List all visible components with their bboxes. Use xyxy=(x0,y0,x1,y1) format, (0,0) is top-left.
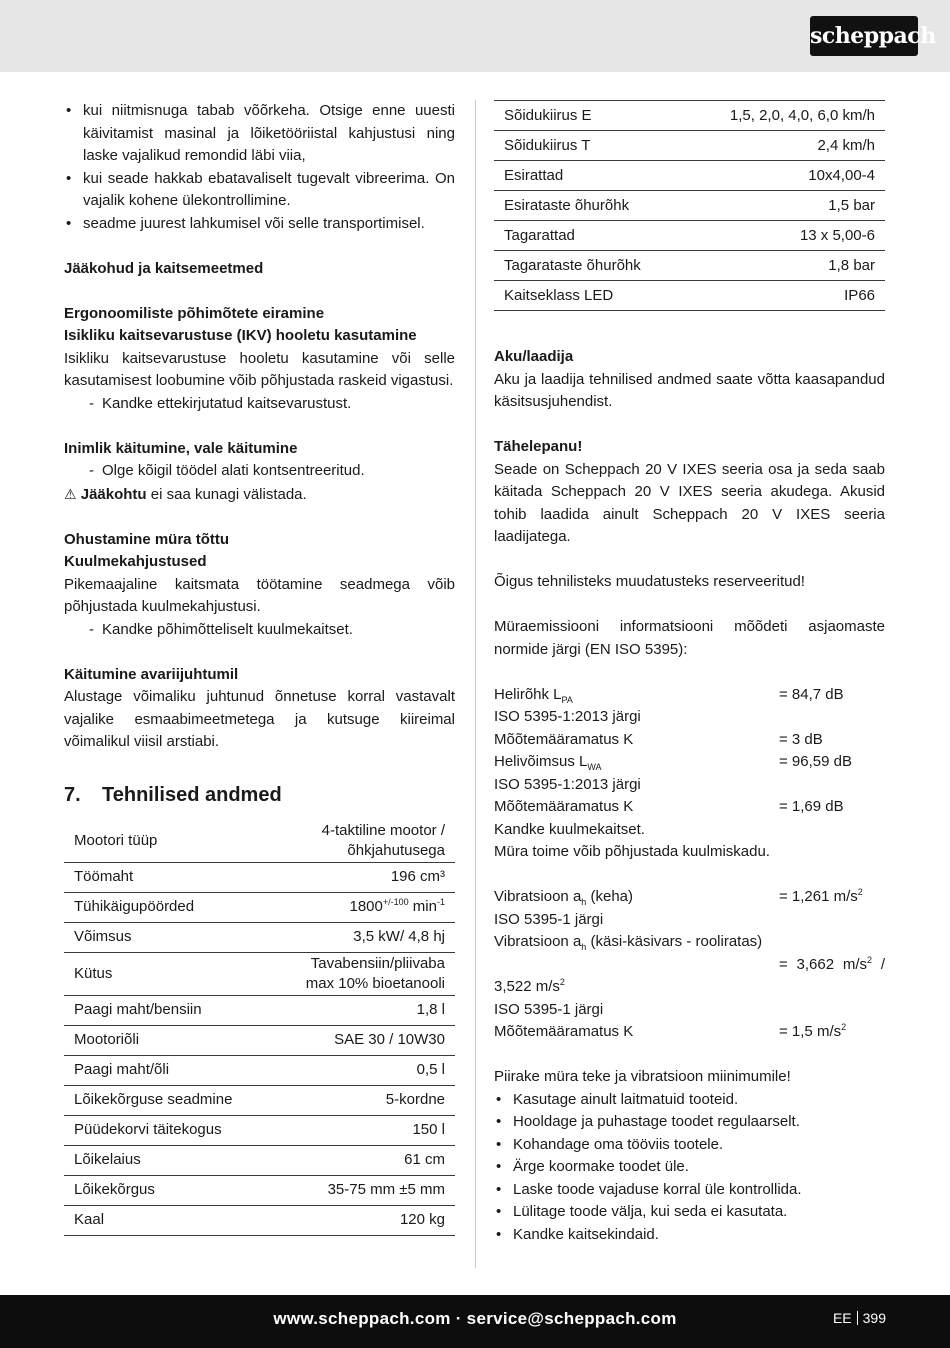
sound-pressure-row: Helirõhk $L_{PA}$ = 84,7 dB xyxy=(494,685,844,705)
spec-table-left xyxy=(64,820,455,1236)
battery-text: Aku ja laadija tehnilised andmed saate võtta kaasapandud käsitsusjuhendist. xyxy=(494,370,885,410)
residual-risks-heading: Jääkohud ja kaitsemeetmed xyxy=(64,259,264,277)
table-row: Tagarattad 13 x 5,00-6 xyxy=(494,221,885,251)
ppe-text: Isikliku kaitsevarustuse hooletu kasutamine või selle kasutamisest loobumine võib põhjustada raskeid vigastusi. xyxy=(64,349,455,389)
iso-reference: ISO 5395-1 järgi xyxy=(494,910,604,928)
ppe-dash-item: - Kandke ettekirjutatud kaitsevarustust. xyxy=(64,393,455,416)
battery-heading: Aku/laadija xyxy=(494,348,574,365)
accident-heading: Käitumine avariijuhtumil xyxy=(64,665,239,683)
list-item: • seadme juurest lahkumisel või selle transportimisel. xyxy=(64,213,455,236)
table-row: Esirataste õhurõhk 1,5 bar xyxy=(494,191,885,221)
section-title: 7. Tehnilised andmed xyxy=(64,783,282,806)
table-row: Sõidukiirus E 1,5, 2,0, 4,0, 6,0 km/h xyxy=(494,101,885,131)
table-row: Kütus Tavabensiin/pliivaba max 10% bioetanooli xyxy=(64,952,455,995)
header-band xyxy=(0,0,950,72)
spec-table-right xyxy=(494,100,885,311)
hearing-note: Kandke kuulmekaitset. xyxy=(494,820,645,838)
table-row: Lõikekõrgus 35-75 mm ±5 mm xyxy=(64,1175,455,1205)
table-row: Võimsus 3,5 kW/ 4,8 hj xyxy=(64,922,455,952)
table-row: Mootoriõli SAE 30 / 10W30 xyxy=(64,1025,455,1055)
iso-reference: ISO 5395-1 järgi xyxy=(494,1000,604,1018)
ergonomics-heading: Ergonoomiliste põhimõtete eiramine xyxy=(64,304,325,322)
table-row: Lõikekõrguse seadmine 5-kordne xyxy=(64,1085,455,1115)
noise-text: Pikemaajaline kaitsmata töötamine seadmega võib põhjustada kuulmekahjustusi. xyxy=(64,575,455,615)
list-item: • Kasutage ainult laitmatuid tooteid. xyxy=(494,1089,885,1112)
table-row: Töömaht 196 cm³ xyxy=(64,862,455,892)
hearing-damage-heading: Kuulmekahjustused xyxy=(64,553,207,570)
noise-intro: Müraemissiooni informatsiooni mõõdeti asjaomaste normide järgi (EN ISO 5395): xyxy=(494,618,885,658)
vibration-body-row: Vibratsioon $a_h$ (keha) = 1,261 $m/s^2$ xyxy=(494,887,863,907)
footer-contact: www.scheppach.com · service@scheppach.com xyxy=(273,1309,677,1328)
footer xyxy=(0,1295,950,1348)
vibration-hand-value-2: 3,522 $m/s^2$ xyxy=(494,977,565,995)
list-item: • Kandke kaitsekindaid. xyxy=(494,1224,885,1247)
noise-heading: Ohustamine müra tõttu xyxy=(64,530,230,548)
table-row: Tühikäigupöörded $1800^{+/-100}$ $\min^{-1}$ xyxy=(64,892,455,922)
list-item: • Lülitage toode välja, kui seda ei kasutata. xyxy=(494,1201,885,1224)
minimize-heading: Piirake müra teke ja vibratsioon miinimumile! xyxy=(494,1068,791,1085)
noise-dash-item: - Kandke põhimõtteliselt kuulmekaitset. xyxy=(64,619,455,642)
uncertainty-row: Mõõtemääramatus K = 3 dB xyxy=(494,730,823,748)
right-column xyxy=(494,100,885,1246)
vibration-hand-value-row: = 3,662 $m/s^2$ / xyxy=(779,954,885,973)
attention-heading: Tähelepanu! xyxy=(494,438,583,455)
list-item: • kui niitmisnuga tabab võõrkeha. Otsige enne uuesti käivitamist masinal ja lõiketööriistal kahjustusi ning laske vajalikud remondid läbi viia, xyxy=(64,100,455,168)
table-row: Püüdekorvi täitekogus 150 l xyxy=(64,1115,455,1145)
human-dash-item: - Olge kõigil töödel alati kontsentreeritud. xyxy=(64,460,455,483)
scheppach-logo: scheppach xyxy=(810,16,918,56)
human-behaviour-heading: Inimlik käitumine, vale käitumine xyxy=(64,439,298,457)
table-row: Mootori tüüp 4-taktiline mootor / õhkjahutusega xyxy=(64,820,455,863)
iso-reference: ISO 5395-1:2013 järgi xyxy=(494,708,641,725)
table-row: Esirattad 10x4,00-4 xyxy=(494,161,885,191)
warning-triangle-icon: ⚠ xyxy=(64,485,77,502)
uncertainty-row: Mõõtemääramatus K = 1,69 dB xyxy=(494,798,844,815)
attention-text: Seade on Scheppach 20 V IXES seeria osa ja seda saab käitada Scheppach 20 V IXES seeria akudega. Akusid tohib laadida ainult Scheppach 20 V IXES seeria laadijatega. xyxy=(494,460,885,545)
table-row: Paagi maht/bensiin 1,8 l xyxy=(64,995,455,1025)
list-item: • Laske toode vajaduse korral üle kontrollida. xyxy=(494,1179,885,1202)
list-item: • Kohandage oma tööviis tootele. xyxy=(494,1134,885,1157)
table-row: Kaitseklass LED IP66 xyxy=(494,281,885,311)
table-row: Paagi maht/õli 0,5 l xyxy=(64,1055,455,1085)
table-row: Lõikelaius 61 cm xyxy=(64,1145,455,1175)
table-row: Kaal 120 kg xyxy=(64,1205,455,1235)
left-column xyxy=(64,100,455,1236)
uncertainty-row: Mõõtemääramatus K = 1,5 $m/s^2$ xyxy=(494,1022,847,1040)
intro-bullet-list xyxy=(64,100,455,235)
rights-text: Õigus tehnilisteks muudatusteks reserveeritud! xyxy=(494,573,805,590)
table-row: Tagarataste õhurõhk 1,8 bar xyxy=(494,251,885,281)
hearing-damage-text: Müra toime võib põhjustada kuulmiskadu. xyxy=(494,843,770,860)
accident-text: Alustage võimaliku juhtunud õnnetuse korral vastavalt vajalike esmaabimeetmetega ja kutsuge kiireimal võimalikul viisil arstiabi. xyxy=(64,688,455,750)
minimize-bullet-list xyxy=(494,1089,885,1247)
sound-power-row: Helivõimsus $L_{WA}$ = 96,59 dB xyxy=(494,753,852,772)
ppe-heading: Isikliku kaitsevarustuse (IKV) hooletu kasutamine xyxy=(64,327,417,344)
page-number: EE 399 xyxy=(832,1310,886,1326)
list-item: • Hooldage ja puhastage toodet regulaarselt. xyxy=(494,1111,885,1134)
iso-reference: ISO 5395-1:2013 järgi xyxy=(494,775,641,793)
list-item: • kui seade hakkab ebatavaliselt tugevalt vibreerima. On vajalik kohene ülekontrollimine. xyxy=(64,168,455,213)
residual-warning: ⚠ Jääkohtu ei saa kunagi välistada. xyxy=(64,483,455,507)
column-divider xyxy=(475,100,476,1268)
list-item: • Ärge koormake toodet üle. xyxy=(494,1156,885,1179)
vibration-hand-label: Vibratsioon $a_h$ (käsi-käsivars - rooliratas) xyxy=(494,933,763,952)
table-row: Sõidukiirus T 2,4 km/h xyxy=(494,131,885,161)
